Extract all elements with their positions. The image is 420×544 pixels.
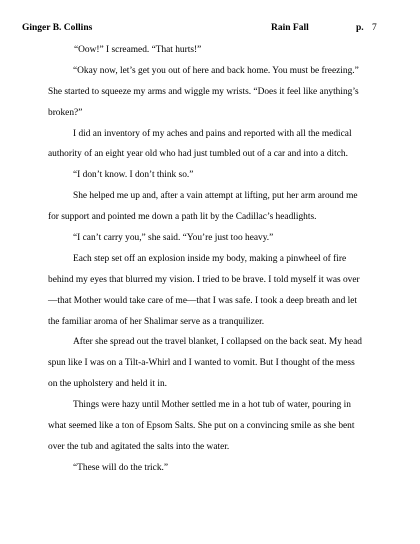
header-author: Ginger B. Collins <box>22 23 93 33</box>
header-title: Rain Fall <box>271 23 309 33</box>
text-line: what seemed like a ton of Epsom Salts. She put on a convincing smile as she bent <box>48 421 355 432</box>
text-line: “I don’t know. I don’t think so.” <box>73 170 194 181</box>
text-line: authority of an eight year old who had just tumbled out of a car and into a ditch. <box>48 149 348 160</box>
text-line: “Oow!” I screamed. “That hurts!” <box>74 45 202 55</box>
story-text <box>48 40 393 479</box>
text-line: “Okay now, let’s get you out of here and back home. You must be freezing.” <box>73 65 359 76</box>
text-line: the familiar aroma of her Shalimar serve as a tranquilizer. <box>48 316 265 327</box>
text-line: spun like I was on a Tilt-a-Whirl and I wanted to vomit. But I thought of the mess <box>48 358 355 369</box>
header-page-number: 7 <box>372 23 377 33</box>
text-line: on the upholstery and held it in. <box>48 379 167 390</box>
text-line: “I can’t carry you,” she said. “You’re just too heavy.” <box>73 233 274 244</box>
text-line: She started to squeeze my arms and wiggle my wrists. “Does it feel like anything’s <box>48 86 359 97</box>
text-line: for support and pointed me down a path lit by the Cadillac’s headlights. <box>48 212 317 223</box>
text-line: I did an inventory of my aches and pains and reported with all the medical <box>73 128 352 139</box>
text-line: Each step set off an explosion inside my body, making a pinwheel of fire <box>73 253 347 264</box>
text-line: broken?” <box>48 107 83 118</box>
page-header <box>22 23 402 37</box>
text-line: After she spread out the travel blanket, I collapsed on the back seat. My head <box>73 337 362 348</box>
text-line: Things were hazy until Mother settled me in a hot tub of water, pouring in <box>73 400 351 411</box>
text-line: “These will do the trick.” <box>73 462 169 473</box>
header-page-label: p. <box>356 23 364 33</box>
text-line: She helped me up and, after a vain attempt at lifting, put her arm around me <box>73 191 358 202</box>
text-line: —that Mother would take care of me—that I was safe. I took a deep breath and let <box>48 295 357 306</box>
text-line: over the tub and agitated the salts into the water. <box>48 441 230 452</box>
text-line: behind my eyes that blurred my vision. I tried to be brave. I told myself it was over <box>48 274 360 285</box>
